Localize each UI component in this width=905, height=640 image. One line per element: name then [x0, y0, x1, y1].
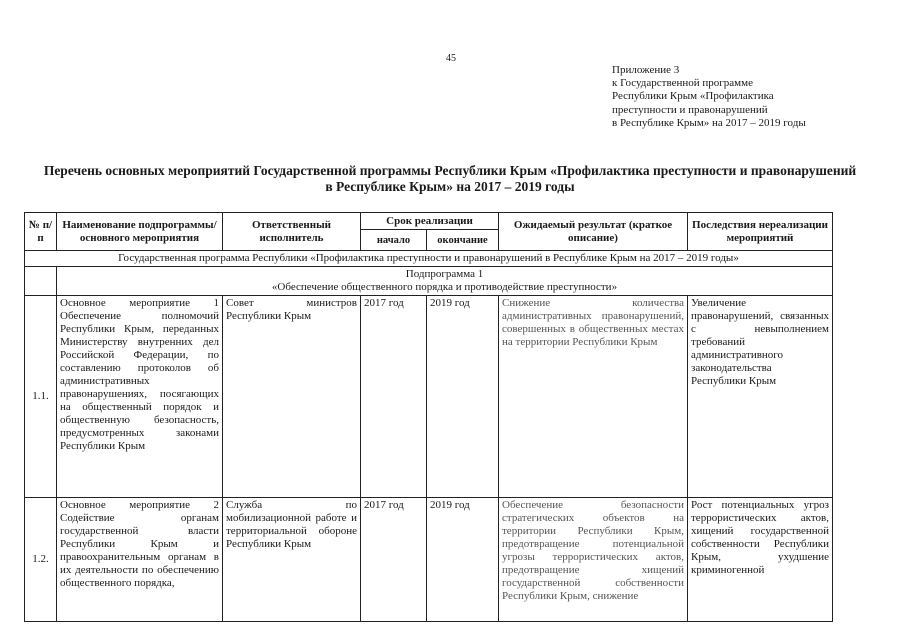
- page-number: 45: [446, 53, 456, 64]
- appendix-note: [612, 64, 806, 130]
- header-executor: Ответственный исполнитель: [223, 213, 361, 251]
- document-title: Перечень основных мероприятий Государственной программы Республики Крым «Профилактика преступности и правонарушений в Республике Крым» на 2017 – 2019 годы: [43, 163, 857, 194]
- appendix-line: к Государственной программе: [612, 77, 753, 90]
- row-number: 1.1.: [25, 296, 57, 498]
- table-row: [25, 498, 833, 622]
- row-end: 2019 год: [427, 296, 499, 498]
- subprogram-row: [57, 267, 833, 296]
- row-executor: Служба по мобилизационной работе и территориальной обороне Республики Крым: [223, 498, 361, 622]
- appendix-line: Республики Крым «Профилактика: [612, 90, 774, 103]
- measures-table: [24, 212, 833, 622]
- row-start: 2017 год: [361, 296, 427, 498]
- header-num: № п/п: [25, 213, 57, 251]
- row-number: 1.2.: [25, 498, 57, 622]
- header-end: окончание: [427, 230, 499, 251]
- row-name: Основное мероприятие 1 Обеспечение полномочий Республики Крым, переданных Министерству внутренних дел Российской Федерации, по составлению протоколов об административных правонарушениях, посягающих на общественный порядок и общественную безопасность, предусмотренных законами Республики Крым: [57, 296, 223, 498]
- row-result: Обеспечение безопасности стратегических объектов на территории Республики Крым, предотвращение потенциальной угрозы террористических актов, предотвращение хищений государственной собственности Республики Крым, снижение: [499, 498, 688, 622]
- table-row: [25, 296, 833, 498]
- row-executor: Совет министров Республики Крым: [223, 296, 361, 498]
- header-start: начало: [361, 230, 427, 251]
- row-end: 2019 год: [427, 498, 499, 622]
- row-start: 2017 год: [361, 498, 427, 622]
- appendix-line: в Республике Крым» на 2017 – 2019 годы: [612, 116, 806, 129]
- subprogram-num-cell: [25, 267, 57, 296]
- row-consequences: Рост потенциальных угроз террористических актов, хищений государственной собственности Республики Крым, ухудшение криминогенной: [688, 498, 833, 622]
- program-row: Государственная программа Республики «Профилактика преступности и правонарушений в Республике Крым на 2017 – 2019 годы»: [25, 251, 833, 267]
- appendix-line: преступности и правонарушений: [612, 103, 768, 116]
- row-name: Основное мероприятие 2 Содействие органам государственной власти Республики Крым и правоохранительным органам в их деятельности по обеспечению общественного порядка,: [57, 498, 223, 622]
- header-name: Наименование подпрограммы/ основного мероприятия: [57, 213, 223, 251]
- row-consequences: Увеличение правонарушений, связанных с невыполнением требований административного законодательства Республики Крым: [688, 296, 833, 498]
- row-result: Снижение количества административных правонарушений, совершенных в общественных местах на территории Республики Крым: [499, 296, 688, 498]
- subprogram-subtitle: «Обеспечение общественного порядка и противодействие преступности»: [271, 281, 618, 293]
- header-consequences: Последствия нереализации мероприятий: [688, 213, 833, 251]
- header-period: Срок реализации: [361, 213, 499, 230]
- appendix-line: Приложение 3: [612, 64, 680, 76]
- header-result: Ожидаемый результат (краткое описание): [499, 213, 688, 251]
- subprogram-title: Подпрограмма 1: [405, 268, 484, 280]
